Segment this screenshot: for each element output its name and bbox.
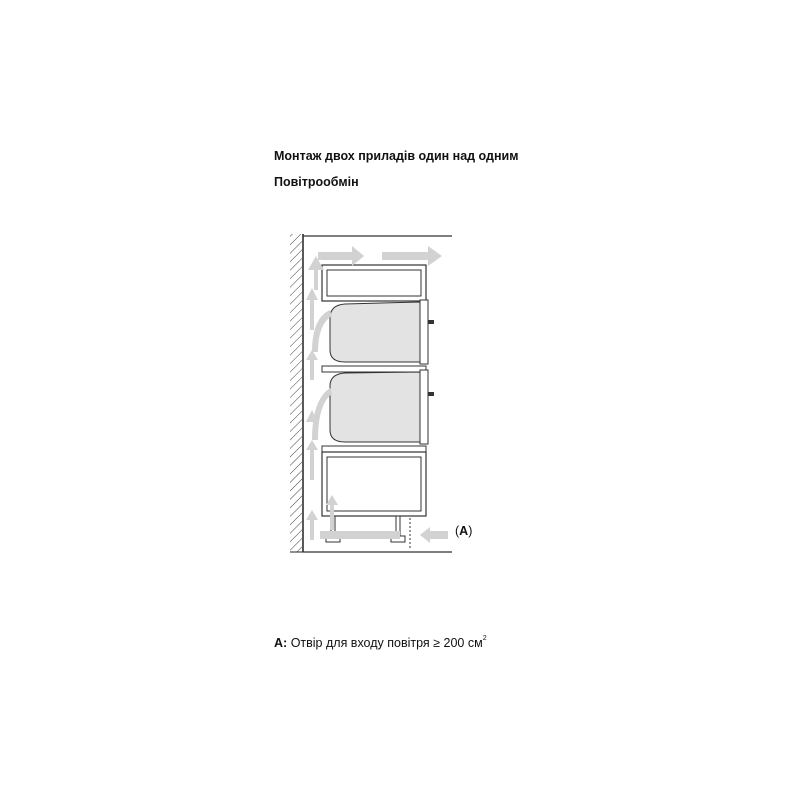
- section-subtitle: Повітрообмін: [274, 175, 359, 189]
- callout-a: (A): [455, 524, 473, 538]
- base-shelf: [322, 446, 426, 452]
- cabinet-top: [303, 236, 452, 301]
- upper-appliance: [330, 300, 434, 364]
- lower-appliance: [330, 370, 434, 444]
- legend-caption: [274, 636, 487, 650]
- lower-cabinet: [322, 452, 426, 516]
- legend-label: A:: [274, 636, 288, 650]
- middle-shelf: [322, 366, 426, 372]
- legend-text: Отвір для входу повітря ≥ 200 см: [290, 636, 483, 650]
- legend-superscript: 2: [482, 635, 487, 642]
- page-title: Монтаж двох приладів один над одним: [274, 149, 519, 163]
- wall: [290, 234, 303, 552]
- inlet-arrow: [420, 527, 448, 543]
